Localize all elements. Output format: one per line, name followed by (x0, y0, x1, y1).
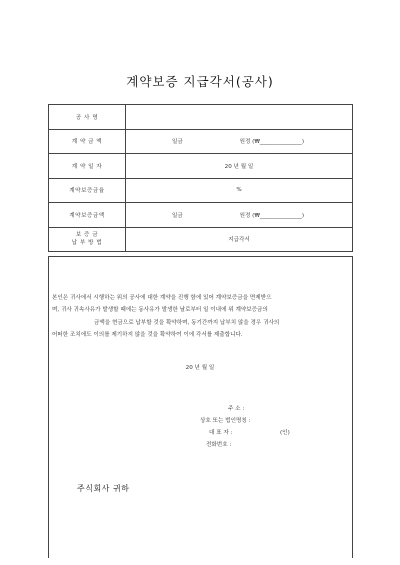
pledge-line: 금액을 현금으로 납부할 것을 확약하며, 동기간까지 납부치 않을 경우 귀사의 (94, 319, 280, 326)
pledge-line: 본인은 귀사에서 시행하는 위의 공사에 대한 계약을 진행 함에 있어 계약보증금을 면제받으 (52, 295, 272, 301)
row-label-contract-date: 계 약 일 자 (49, 154, 126, 179)
signature-address: 주 소 : (228, 406, 245, 412)
bond-amount-suffix: 원정 (₩_______________) (239, 212, 304, 219)
row-label-payment-method (49, 227, 126, 252)
table-row (49, 154, 353, 179)
bond-amount-value (126, 203, 353, 228)
bond-rate-value: % (126, 178, 353, 203)
row-label-project-name: 공 사 명 (49, 105, 126, 130)
contract-date-value: 20 년 월 일 (126, 154, 353, 179)
signature-phone: 전화번호 : (206, 442, 232, 448)
project-name-value (126, 105, 353, 130)
row-label-bond-rate: 계약보증금율 (49, 178, 126, 203)
table-row (49, 178, 353, 203)
payment-method-label-line2: 납 부 방 법 (71, 240, 103, 247)
pledge-text (52, 292, 350, 341)
signature-seal: (인) (280, 430, 290, 436)
payment-method-label-line1: 보 증 금 (75, 232, 99, 239)
signature-representative: 대 표 자 : (209, 430, 233, 436)
pledge-line: 어떠한 조치에도 이의를 제기하지 않을 것을 확약하여 이에 각서를 제출합니다. (52, 331, 243, 338)
pledge-line: 며, 귀사 귀속사유가 발생할 때에는 동사유가 발생한 날로부터 일 이내에 위 계약보증금의 (52, 307, 268, 314)
signature-company: 상호 또는 법인명칭 : (200, 418, 251, 424)
payment-method-value: 지급각서 (126, 227, 353, 252)
table-row (49, 129, 353, 154)
contract-info-table (48, 104, 353, 252)
addressee: 주식회사 귀하 (77, 484, 130, 493)
table-row (49, 203, 353, 228)
contract-amount-value (126, 129, 353, 154)
row-label-contract-amount: 계 약 금 액 (49, 129, 126, 154)
row-label-bond-amount: 계약보증금액 (49, 203, 126, 228)
contract-amount-prefix: 일금 (172, 139, 183, 146)
table-row (49, 105, 353, 130)
submission-date: 20 년 월 일 (185, 365, 215, 371)
bond-amount-prefix: 일금 (172, 212, 183, 219)
table-row (49, 227, 353, 252)
contract-amount-suffix: 원정 (₩_______________) (239, 139, 304, 146)
document-title: 계약보증 지급각서(공사) (126, 74, 274, 89)
